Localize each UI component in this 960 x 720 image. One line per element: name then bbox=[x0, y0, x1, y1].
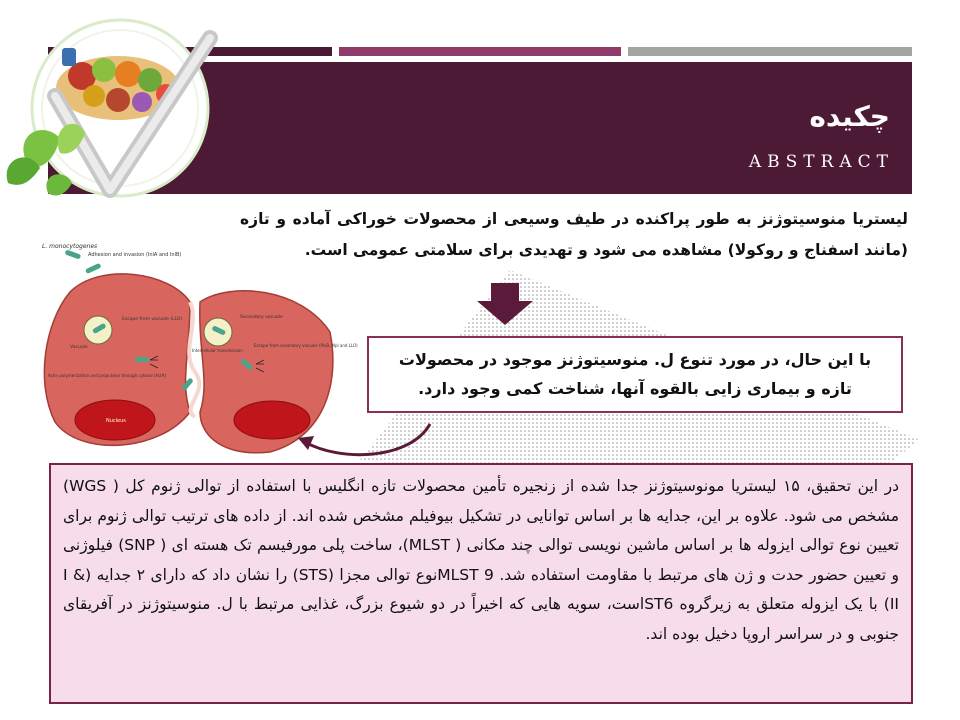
diagram-label-vacuole: Vacuole bbox=[70, 345, 88, 350]
diagram-label-secondary-vacuole: Secondary vacuole bbox=[240, 315, 283, 320]
body-paragraph-box bbox=[49, 463, 913, 704]
page-subtitle: ABSTRACT bbox=[748, 152, 894, 172]
top-bar-mid bbox=[339, 47, 621, 56]
diagram-label-intercellular: Intercellular transmission bbox=[192, 348, 243, 353]
intro-paragraph: لیستریا منوسیتوژنز به طور پراکنده در طیف وسیعی از محصولات خوراکی آماده و تازه (مانند اسفناج و روکولا) مشاهده می شود و تهدیدی برای سلامتی عمومی است. bbox=[240, 210, 908, 259]
curved-arrow-icon bbox=[290, 412, 440, 462]
diagram-label-adhesion: Adhesion and invasion (InlA and InlB) bbox=[88, 252, 182, 258]
page-title: چکیده bbox=[809, 100, 890, 133]
diagram-label-nucleus: Nucleus bbox=[106, 418, 126, 424]
diagram-label-escape: Escape from vacuole (LLO) bbox=[122, 317, 183, 322]
diagram-label-escape-secondary: Escape from secondary vacuole (PlcB, Mpl and LLO) bbox=[254, 343, 358, 348]
food-checkmark-logo bbox=[0, 18, 225, 208]
down-arrow-icon bbox=[477, 283, 533, 325]
diagram-species-label: L. monocytogenes bbox=[42, 243, 98, 250]
callout-box: با این حال، در مورد تنوع ل. منوسیتوژنز موجود در محصولات تازه و بیماری زایی بالقوه آنها، شناخت کمی وجود دارد. bbox=[367, 336, 903, 413]
top-bar-gray bbox=[628, 47, 912, 56]
diagram-label-actin: Actin polymerization and propulsion through cytosol (ActA) bbox=[48, 373, 167, 378]
body-paragraph: در این تحقیق، ۱۵ لیستریا مونوسیتوژنز جدا شده از زنجیره تأمین محصولات تازه انگلیس با استفاده از توالی ژنوم کل ( WGS) مشخص می شود. علاوه بر این، جدایه ها بر اساس توانایی در تشکیل بیوفیلم مشخص شده اند. از داده های ترتیب توالی ژنوم برای تعیین نوع توالی ایزوله ها بر اساس ماشین نویسی توالی چند مکانی ( MLST)، ساخت پلی مورفیسم تک هسته ای ( SNP) فیلوژنی و تعیین حضور حدت و ژن های مرتبط با مقاومت استفاده شد. 9 MLSTنوع توالی مجزا (STS) را نشان داد که دارای ۲ جدایه (I & II) با یک ایزوله متعلق به زیرگروه ST6است، سویه هایی که اخیراً در دو شیوع بزرگ، غذایی مرتبط با ل. منوسیتوژنز در آفریقای جنوبی و در سراسر اروپا دخیل بوده اند. bbox=[63, 477, 899, 643]
